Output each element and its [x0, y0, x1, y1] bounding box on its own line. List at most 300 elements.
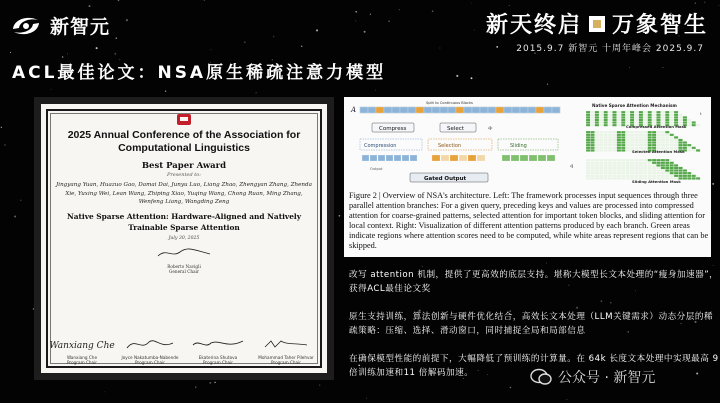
- star: [388, 21, 389, 22]
- mask-cell: [604, 169, 608, 171]
- output-label: Output: [370, 167, 383, 171]
- selected-token-cell: [477, 155, 485, 161]
- token-cell: [448, 107, 456, 113]
- mask-cell: [595, 177, 599, 179]
- mask-cell: [626, 172, 630, 174]
- mask-cell: [595, 111, 599, 113]
- mask-cell: [586, 167, 590, 169]
- mask-cell: [696, 177, 700, 179]
- mask-cell: [670, 172, 674, 174]
- signature-scribble: [154, 246, 214, 260]
- mask-cell: [634, 114, 638, 116]
- mask-cell: [678, 169, 682, 171]
- mask-cell: [674, 167, 678, 169]
- mask-cell: [652, 144, 656, 146]
- mask-cell: [670, 167, 674, 169]
- mask-cell: [626, 116, 630, 118]
- mask-cell: [626, 169, 630, 171]
- selected-token-cell: [459, 155, 467, 161]
- mask-cell: [621, 147, 625, 149]
- mask-cell: [656, 172, 660, 174]
- mask-cell: [595, 169, 599, 171]
- mask-cell: [621, 141, 625, 143]
- mask-cell: [648, 159, 652, 161]
- token-cell: [496, 107, 504, 113]
- mask-cell: [665, 136, 669, 138]
- mask-cell: [595, 141, 599, 143]
- mask-cell: [595, 131, 599, 133]
- mask-cell: [590, 134, 594, 136]
- mask-cell: [590, 141, 594, 143]
- mask-cell: [670, 116, 674, 118]
- mask-cell: [670, 114, 674, 116]
- mask-cell: [621, 159, 625, 161]
- token-cell: [464, 107, 472, 113]
- mask-cell: [687, 175, 691, 177]
- mask-cell: [617, 139, 621, 141]
- acl-logo-icon: [177, 114, 191, 125]
- selected-token-cell: [432, 155, 440, 161]
- mask-cell: [608, 169, 612, 171]
- mask-cell: [687, 172, 691, 174]
- mask-cell: [599, 164, 603, 166]
- mask-cell: [590, 144, 594, 146]
- author-list: Jingyang Yuan, Huazuo Gao, Damai Dai, Junyu Luo, Liang Zhao, Zhengyan Zhang, Zhenda Xie, Yuxing Wei, Lean Wang, Zhiping Xiao, Yuqing Wang, Chong Ruan, Ming Zhang, Wenfeng Liang, Wangding Zeng: [56, 182, 312, 205]
- star: [474, 30, 475, 31]
- mask-cell: [665, 164, 669, 166]
- mask-cell: [599, 144, 603, 146]
- mask-cell: [643, 172, 647, 174]
- selection-label: Selection: [438, 143, 462, 149]
- mask-cell: [656, 159, 660, 161]
- mask-cell: [634, 167, 638, 169]
- mask-cell: [599, 141, 603, 143]
- mask-cell: [595, 159, 599, 161]
- mask-cell: [630, 111, 634, 113]
- mask-cell: [652, 159, 656, 161]
- mask-cell: [678, 114, 682, 116]
- star: [316, 29, 318, 31]
- mask-cell: [586, 134, 590, 136]
- sliding-token-cell: [547, 155, 555, 161]
- mask-cell: [665, 111, 669, 113]
- star: [51, 89, 52, 90]
- mask-cell: [595, 121, 599, 123]
- mask-cell: [683, 141, 687, 143]
- selected-mask-label: Selected Attention Mask: [632, 149, 685, 154]
- star: [301, 46, 303, 48]
- mask-cell: [595, 175, 599, 177]
- star: [567, 399, 568, 400]
- mask-cell: [590, 169, 594, 171]
- mask-cell: [599, 147, 603, 149]
- mask-cell: [608, 114, 612, 116]
- mask-cell: [674, 116, 678, 118]
- star: [471, 77, 473, 79]
- mask-cell: [670, 139, 674, 141]
- sliding-token-cell: [538, 155, 546, 161]
- signature-scribble: [121, 337, 179, 351]
- query-label: q: [570, 163, 574, 169]
- mask-cell: [648, 164, 652, 166]
- star: [4, 144, 6, 146]
- mask-cell: [634, 119, 638, 121]
- mask-cell: [687, 121, 691, 123]
- mask-cell: [617, 131, 621, 133]
- mask-cell: [612, 164, 616, 166]
- mask-cell: [595, 149, 599, 151]
- mask-cell: [604, 139, 608, 141]
- mask-cell: [643, 131, 647, 133]
- star: [14, 216, 16, 218]
- mask-cell: [643, 116, 647, 118]
- selected-token-cell: [441, 155, 449, 161]
- brand-logo: [10, 12, 110, 39]
- sliding-branch: [498, 139, 558, 150]
- mask-cell: [687, 144, 691, 146]
- mask-cell: [586, 121, 590, 123]
- mask-cell: [665, 144, 669, 146]
- mask-cell: [661, 172, 665, 174]
- mask-cell: [595, 119, 599, 121]
- mask-cell: [604, 172, 608, 174]
- mask-cell: [643, 111, 647, 113]
- award-title: Best Paper Award: [141, 161, 227, 171]
- mask-cell: [670, 169, 674, 171]
- mask-cell: [652, 141, 656, 143]
- mask-cell: [674, 119, 678, 121]
- mask-cell: [656, 175, 660, 177]
- star: [547, 84, 548, 85]
- mask-cell: [608, 159, 612, 161]
- mask-cell: [670, 144, 674, 146]
- mask-cell: [648, 172, 652, 174]
- mask-cell: [670, 119, 674, 121]
- slogan-part2: 万象智生: [611, 12, 708, 38]
- sliding-token-cell: [502, 155, 510, 161]
- mask-cell: [604, 116, 608, 118]
- star: [244, 41, 246, 43]
- mask-cell: [678, 141, 682, 143]
- mask-cell: [634, 164, 638, 166]
- mask-cell: [656, 139, 660, 141]
- mask-cell: [626, 144, 630, 146]
- star: [510, 387, 512, 389]
- split-label: Split to Continuous Blocks: [426, 101, 473, 105]
- mask-cell: [608, 167, 612, 169]
- mask-cell: [634, 169, 638, 171]
- watermark-text: 公众号 · 新智元: [558, 370, 656, 386]
- mask-cell: [656, 114, 660, 116]
- mask-cell: [648, 144, 652, 146]
- mask-cell: [639, 175, 643, 177]
- certificate-date: July 30, 2025: [168, 235, 200, 241]
- mask-cell: [639, 141, 643, 143]
- mask-cell: [652, 119, 656, 121]
- mask-cell: [626, 162, 630, 164]
- star: [214, 382, 216, 384]
- sliding-mask-grid: [586, 159, 700, 180]
- mask-cell: [661, 162, 665, 164]
- input-token-strip: [360, 107, 560, 113]
- mask-cell: [670, 175, 674, 177]
- mask-cell: [683, 119, 687, 121]
- mask-cell: [608, 111, 612, 113]
- mask-cell: [590, 111, 594, 113]
- star: [471, 3, 472, 4]
- mask-cell: [639, 114, 643, 116]
- mask-cell: [639, 169, 643, 171]
- mask-cell: [590, 149, 594, 151]
- mask-cell: [656, 116, 660, 118]
- mask-cell: [595, 116, 599, 118]
- star: [509, 5, 510, 6]
- mask-cell: [678, 175, 682, 177]
- mask-cell: [608, 164, 612, 166]
- mask-cell: [617, 147, 621, 149]
- mask-cell: [643, 164, 647, 166]
- mask-cell: [630, 167, 634, 169]
- mask-cell: [599, 149, 603, 151]
- mask-cell: [586, 114, 590, 116]
- mask-cell: [692, 177, 696, 179]
- mask-cell: [643, 114, 647, 116]
- mask-cell: [670, 141, 674, 143]
- mask-cell: [639, 116, 643, 118]
- mask-cell: [599, 175, 603, 177]
- star: [273, 36, 274, 37]
- mask-cell: [643, 136, 647, 138]
- mask-cell: [617, 175, 621, 177]
- star: [695, 2, 696, 3]
- mask-cell: [652, 136, 656, 138]
- token-cell: [376, 107, 384, 113]
- mask-cell: [661, 114, 665, 116]
- mask-cell: [590, 116, 594, 118]
- mask-cell: [634, 111, 638, 113]
- mask-cell: [617, 169, 621, 171]
- token-cell: [456, 107, 464, 113]
- mask-cell: [661, 116, 665, 118]
- slogan-part1: 新天终启: [485, 12, 582, 38]
- mask-cell: [617, 149, 621, 151]
- mask-cell: [626, 167, 630, 169]
- mask-cell: [630, 136, 634, 138]
- mask-cell: [678, 119, 682, 121]
- mask-cell: [692, 175, 696, 177]
- mask-cell: [621, 114, 625, 116]
- mask-cell: [590, 131, 594, 133]
- star: [195, 386, 196, 387]
- mask-cell: [608, 144, 612, 146]
- mask-cell: [612, 134, 616, 136]
- mask-cell: [599, 162, 603, 164]
- mask-cell: [595, 114, 599, 116]
- mask-cell: [586, 124, 590, 126]
- token-blocks-row: [362, 155, 555, 161]
- mask-cell: [604, 134, 608, 136]
- star: [319, 385, 320, 386]
- brand-name: 新智元: [50, 16, 111, 38]
- mask-cell: [626, 147, 630, 149]
- mask-cell: [604, 159, 608, 161]
- mask-cell: [648, 134, 652, 136]
- general-chair-signature: [149, 245, 219, 274]
- mask-cell: [586, 119, 590, 121]
- mask-cell: [643, 167, 647, 169]
- mask-cell: [630, 164, 634, 166]
- mask-cell: [621, 144, 625, 146]
- star: [629, 67, 630, 68]
- mask-cell: [652, 162, 656, 164]
- mask-cell: [665, 141, 669, 143]
- star: [96, 47, 98, 49]
- mask-cell: [612, 169, 616, 171]
- mask-cell: [604, 141, 608, 143]
- mask-cell: [621, 177, 625, 179]
- token-cell: [440, 107, 448, 113]
- mask-cell: [652, 169, 656, 171]
- nsa-architecture-figure: [344, 97, 711, 257]
- star: [118, 0, 120, 1]
- mask-cell: [604, 124, 608, 126]
- mask-cell: [639, 159, 643, 161]
- mask-cell: [586, 116, 590, 118]
- mask-cell: [608, 136, 612, 138]
- mask-cell: [643, 162, 647, 164]
- mask-cell: [656, 162, 660, 164]
- mask-cell: [595, 144, 599, 146]
- mask-cell: [665, 119, 669, 121]
- description-paragraph-2: 原生支持训练，算法创新与硬件优化结合，高效长文本处理（LLM关键需求）动态分层的稀疏策略：压缩、选择、滑动窗口，同时捕捉全局和局部信息: [349, 312, 714, 336]
- star: [256, 92, 257, 93]
- mask-cell: [639, 119, 643, 121]
- mask-cell: [617, 177, 621, 179]
- mask-cell: [612, 136, 616, 138]
- token-cell: [520, 107, 528, 113]
- mask-cell: [656, 141, 660, 143]
- mask-cell: [661, 119, 665, 121]
- mask-cell: [652, 111, 656, 113]
- star: [355, 11, 357, 13]
- mask-cell: [639, 144, 643, 146]
- mask-cell: [648, 111, 652, 113]
- mask-cell: [630, 169, 634, 171]
- mask-cell: [586, 164, 590, 166]
- mask-cell: [599, 134, 603, 136]
- mask-cell: [617, 159, 621, 161]
- mask-cell: [586, 169, 590, 171]
- mask-cell: [674, 169, 678, 171]
- token-cell: [472, 107, 480, 113]
- mask-cell: [617, 119, 621, 121]
- mask-cell: [590, 139, 594, 141]
- compressed-token-cell: [394, 155, 401, 161]
- mask-cell: [608, 141, 612, 143]
- mask-cell: [626, 131, 630, 133]
- mask-cell: [687, 119, 691, 121]
- mask-cell: [617, 121, 621, 123]
- mask-cell: [599, 167, 603, 169]
- mask-cell: [652, 167, 656, 169]
- token-cell: [544, 107, 552, 113]
- mask-cell: [595, 136, 599, 138]
- mask-cell: [665, 134, 669, 136]
- mask-cell: [612, 177, 616, 179]
- mask-cell: [608, 175, 612, 177]
- star: [432, 10, 434, 12]
- mask-cell: [604, 164, 608, 166]
- mask-cell: [652, 164, 656, 166]
- mask-cell: [586, 159, 590, 161]
- mask-cell: [665, 116, 669, 118]
- compressed-token-cell: [362, 155, 369, 161]
- mask-cell: [599, 177, 603, 179]
- mask-cell: [621, 167, 625, 169]
- mask-cell: [643, 169, 647, 171]
- mask-cell: [683, 169, 687, 171]
- token-cell: [360, 107, 368, 113]
- mask-cell: [599, 131, 603, 133]
- selected-token-cell: [468, 155, 476, 161]
- mask-cell: [608, 172, 612, 174]
- signature-row: [49, 336, 315, 365]
- mask-cell: [612, 159, 616, 161]
- mask-cell: [621, 149, 625, 151]
- star: [105, 392, 106, 393]
- mask-cell: [612, 131, 616, 133]
- mask-cell: [586, 141, 590, 143]
- page-title: ACL最佳论文：NSA原生稀疏注意力模型: [12, 63, 387, 83]
- mask-cell: [648, 169, 652, 171]
- light-ray-icon: [586, 13, 608, 35]
- mask-cell: [595, 124, 599, 126]
- star: [719, 5, 720, 6]
- star: [209, 382, 211, 384]
- mask-cell: [630, 134, 634, 136]
- token-cell: [480, 107, 488, 113]
- mask-cell: [634, 159, 638, 161]
- mask-cell: [595, 147, 599, 149]
- mask-cell: [626, 134, 630, 136]
- mask-cell: [612, 139, 616, 141]
- mask-cell: [617, 167, 621, 169]
- mask-cell: [656, 167, 660, 169]
- mask-cell: [612, 121, 616, 123]
- mask-cell: [674, 175, 678, 177]
- select-box-label: Select: [447, 126, 464, 132]
- mask-cell: [656, 119, 660, 121]
- mask-cell: [639, 164, 643, 166]
- mask-cell: [678, 144, 682, 146]
- token-cell: [424, 107, 432, 113]
- mask-cell: [608, 134, 612, 136]
- token-cell: [384, 107, 392, 113]
- mask-cell: [661, 167, 665, 169]
- mask-cell: [639, 139, 643, 141]
- star: [705, 2, 706, 3]
- mask-cell: [604, 119, 608, 121]
- mask-cell: [599, 111, 603, 113]
- mask-cell: [648, 141, 652, 143]
- mask-cell: [648, 162, 652, 164]
- compressed-mask-label: Compressed Attention Mask: [626, 124, 687, 129]
- mask-cell: [648, 167, 652, 169]
- mask-cell: [639, 136, 643, 138]
- mask-cell: [612, 124, 616, 126]
- mask-cell: [612, 144, 616, 146]
- token-cell: [528, 107, 536, 113]
